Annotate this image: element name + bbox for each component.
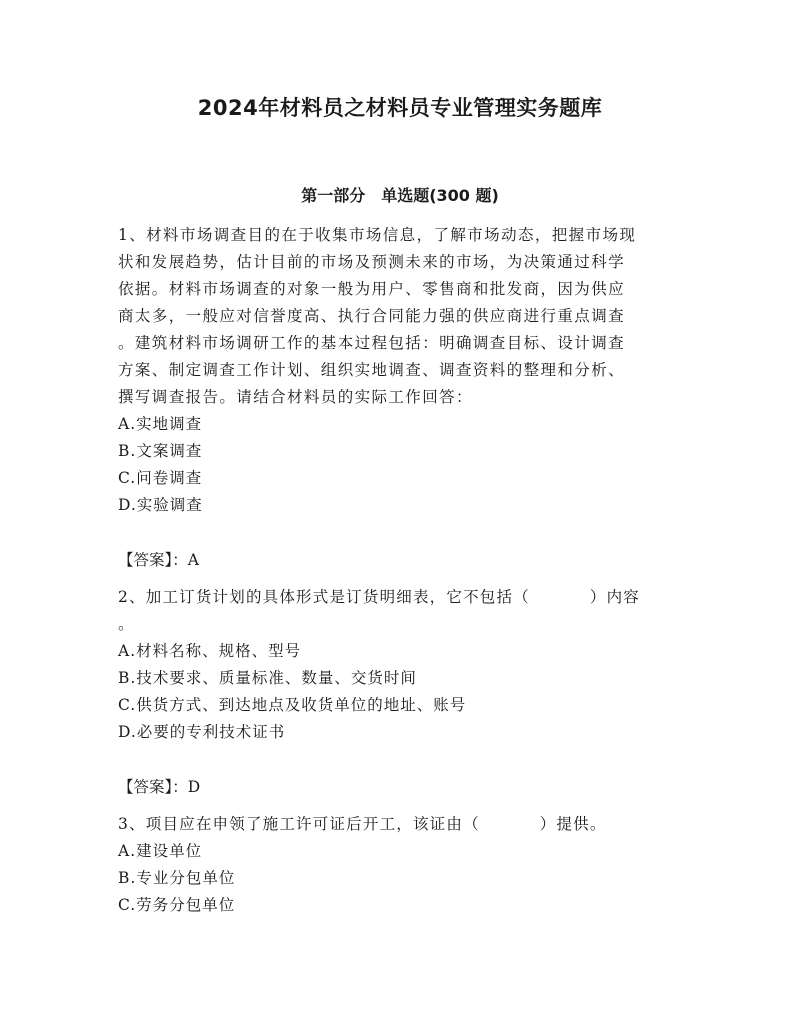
question-2-line-1 (118, 584, 684, 611)
question-1-line-5: 。建筑材料市场调研工作的基本过程包括：明确调查目标、设计调查 (118, 334, 626, 352)
question-1 (118, 222, 684, 574)
question-2-option-a: A.材料名称、规格、型号 (118, 642, 302, 660)
question-3-stem-end: ）提供。 (539, 815, 607, 833)
question-1-line-3: 依据。材料市场调查的对象一般为用户、零售商和批发商，因为供应 (118, 280, 626, 298)
question-3 (118, 811, 684, 919)
section-heading: 第一部分 单选题(300 题) (301, 186, 499, 205)
question-1-line-1: 1、材料市场调查目的在于收集市场信息，了解市场动态，把握市场现 (118, 226, 637, 244)
question-2-answer (118, 774, 684, 801)
answer-label: 【答案】 (118, 551, 173, 569)
question-3-option-b: B.专业分包单位 (118, 869, 236, 887)
question-1-answer (118, 547, 684, 574)
question-1-line-2: 状和发展趋势，估计目前的市场及预测未来的市场，为决策通过科学 (118, 253, 626, 271)
question-3-option-c: C.劳务分包单位 (118, 896, 236, 914)
question-2-option-c: C.供货方式、到达地点及收货单位的地址、账号 (118, 696, 467, 714)
question-3-line-1 (118, 811, 684, 838)
question-1-line-4: 商太多，一般应对信誉度高、执行合同能力强的供应商进行重点调查 (118, 307, 626, 325)
question-3-stem: 3、项目应在申领了施工许可证后开工，该证由（ (118, 815, 480, 833)
question-3-option-a: A.建设单位 (118, 842, 203, 860)
document-title: 2024年材料员之材料员专业管理实务题库 (197, 96, 603, 120)
question-2-option-b: B.技术要求、质量标准、数量、交货时间 (118, 669, 417, 687)
question-2-option-d: D.必要的专利技术证书 (118, 723, 286, 741)
question-2 (118, 584, 684, 801)
question-1-line-7: 撰写调查报告。请结合材料员的实际工作回答： (118, 388, 473, 406)
question-1-line-6: 方案、制定调查工作计划、组织实地调查、调查资料的整理和分析、 (118, 361, 626, 379)
answer-value: ：D (172, 778, 201, 796)
question-1-option-b: B.文案调查 (118, 442, 203, 460)
question-1-option-d: D.实验调查 (118, 496, 203, 514)
answer-label: 【答案】 (118, 778, 173, 796)
question-1-option-a: A.实地调查 (118, 415, 203, 433)
question-list (118, 222, 684, 919)
answer-value: ：A (172, 551, 199, 569)
question-2-line-2: 。 (118, 615, 134, 633)
question-1-option-c: C.问卷调查 (118, 469, 203, 487)
question-2-stem: 2、加工订货计划的具体形式是订货明细表，它不包括（ (118, 588, 530, 606)
question-2-stem-end: ）内容 (589, 588, 640, 606)
